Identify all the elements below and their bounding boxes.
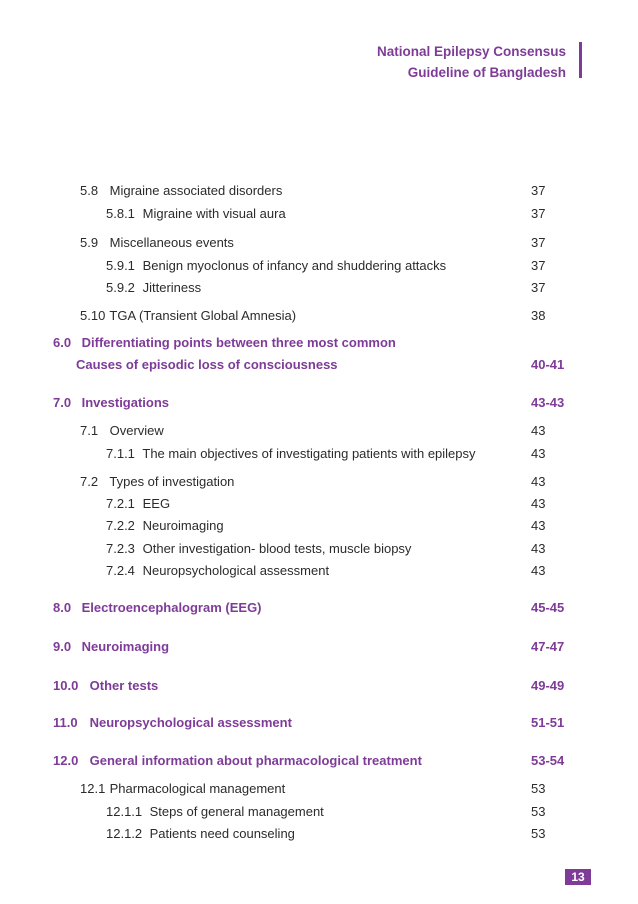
toc-section-heading	[53, 715, 565, 735]
toc-title: Steps of general management	[149, 804, 324, 819]
toc-number: 6.0	[53, 335, 72, 350]
toc-number: 7.2.2	[106, 518, 135, 533]
toc-title: Jitteriness	[142, 280, 202, 295]
toc-title: Pharmacological management	[109, 781, 286, 796]
toc-title: Migraine associated disorders	[109, 183, 283, 198]
toc-page: 43	[531, 474, 546, 489]
toc-number: 7.1	[80, 423, 99, 438]
toc-section-heading	[53, 678, 565, 698]
toc-page: 43	[531, 496, 546, 511]
toc-title: Neuropsychological assessment	[89, 715, 292, 730]
toc-number: 11.0	[53, 715, 78, 730]
toc-title: TGA (Transient Global Amnesia)	[109, 308, 297, 323]
toc-section-heading	[53, 753, 565, 773]
toc-page: 53	[531, 781, 546, 796]
toc-page: 43-43	[531, 395, 565, 410]
toc-page: 37	[531, 235, 546, 250]
toc-title: Causes of episodic loss of consciousness	[76, 357, 338, 372]
toc-page: 40-41	[531, 357, 565, 372]
toc-title: Neuroimaging	[81, 639, 170, 654]
toc-section-heading	[53, 395, 565, 415]
toc-number: 7.0	[53, 395, 72, 410]
toc-title: The main objectives of investigating patients with epilepsy	[142, 446, 476, 461]
toc-entry	[106, 446, 546, 466]
toc-page: 47-47	[531, 639, 565, 654]
toc-entry	[80, 423, 546, 443]
toc-number: 8.0	[53, 600, 72, 615]
toc-entry	[80, 474, 546, 494]
toc-page: 53-54	[531, 753, 565, 768]
toc-number: 12.1.1	[106, 804, 143, 819]
toc-number: 12.1	[80, 781, 106, 796]
toc-title: Benign myoclonus of infancy and shuddering attacks	[142, 258, 447, 273]
toc-page: 38	[531, 308, 546, 323]
toc-page: 53	[531, 804, 546, 819]
toc-section-heading	[53, 335, 396, 355]
toc-section-heading-continued	[76, 357, 565, 377]
toc-title: Miscellaneous events	[109, 235, 234, 250]
toc-page: 43	[531, 446, 546, 461]
toc-title: Other tests	[89, 678, 159, 693]
toc-title: Migraine with visual aura	[142, 206, 286, 221]
header-line-1: National Epilepsy Consensus	[376, 44, 566, 59]
toc-page: 37	[531, 183, 546, 198]
toc-title: Electroencephalogram (EEG)	[81, 600, 262, 615]
toc-number: 12.0	[53, 753, 79, 768]
toc-title: Overview	[109, 423, 164, 438]
toc-page: 43	[531, 423, 546, 438]
toc-number: 7.2.4	[106, 563, 135, 578]
toc-entry	[106, 804, 546, 824]
toc-entry	[106, 541, 546, 561]
toc-entry	[106, 206, 546, 226]
toc-page: 43	[531, 518, 546, 533]
toc-page: 43	[531, 563, 546, 578]
toc-section-heading	[53, 600, 565, 620]
toc-page: 53	[531, 826, 546, 841]
toc-number: 5.8	[80, 183, 99, 198]
header-accent-bar	[579, 42, 582, 78]
toc-number: 10.0	[53, 678, 79, 693]
toc-title: Other investigation- blood tests, muscle biopsy	[142, 541, 412, 556]
toc-title: Types of investigation	[109, 474, 235, 489]
toc-page: 37	[531, 280, 546, 295]
toc-title: Patients need counseling	[149, 826, 295, 841]
toc-entry	[80, 308, 546, 328]
toc-number: 5.9.1	[106, 258, 135, 273]
toc-entry	[106, 826, 546, 846]
running-header	[377, 41, 566, 83]
toc-page: 51-51	[531, 715, 565, 730]
page-number-badge: 13	[565, 869, 591, 885]
toc-number: 7.1.1	[106, 446, 135, 461]
toc-page: 43	[531, 541, 546, 556]
toc-number: 7.2	[80, 474, 99, 489]
toc-page: 45-45	[531, 600, 565, 615]
toc-number: 12.1.2	[106, 826, 143, 841]
toc-title: Neuroimaging	[142, 518, 224, 533]
header-line-2: Guideline of Bangladesh	[407, 65, 566, 80]
toc-number: 7.2.1	[106, 496, 135, 511]
toc-title: Investigations	[81, 395, 170, 410]
toc-title: Neuropsychological assessment	[142, 563, 330, 578]
toc-section-heading	[53, 639, 565, 659]
toc-number: 9.0	[53, 639, 72, 654]
toc-entry	[106, 518, 546, 538]
toc-title: EEG	[142, 496, 171, 511]
toc-entry	[80, 781, 546, 801]
toc-page: 37	[531, 206, 546, 221]
toc-page: 37	[531, 258, 546, 273]
toc-number: 5.9	[80, 235, 99, 250]
toc-title: Differentiating points between three most common	[81, 335, 396, 350]
toc-number: 5.8.1	[106, 206, 135, 221]
toc-entry	[106, 563, 546, 583]
toc-title: General information about pharmacological treatment	[89, 753, 422, 768]
toc-number: 5.9.2	[106, 280, 135, 295]
toc-entry	[80, 183, 546, 203]
toc-number: 5.10	[80, 308, 106, 323]
toc-number: 7.2.3	[106, 541, 135, 556]
toc-entry	[80, 235, 546, 255]
toc-entry	[106, 258, 546, 278]
toc-entry	[106, 496, 546, 516]
toc-page: 49-49	[531, 678, 565, 693]
toc-entry	[106, 280, 546, 300]
